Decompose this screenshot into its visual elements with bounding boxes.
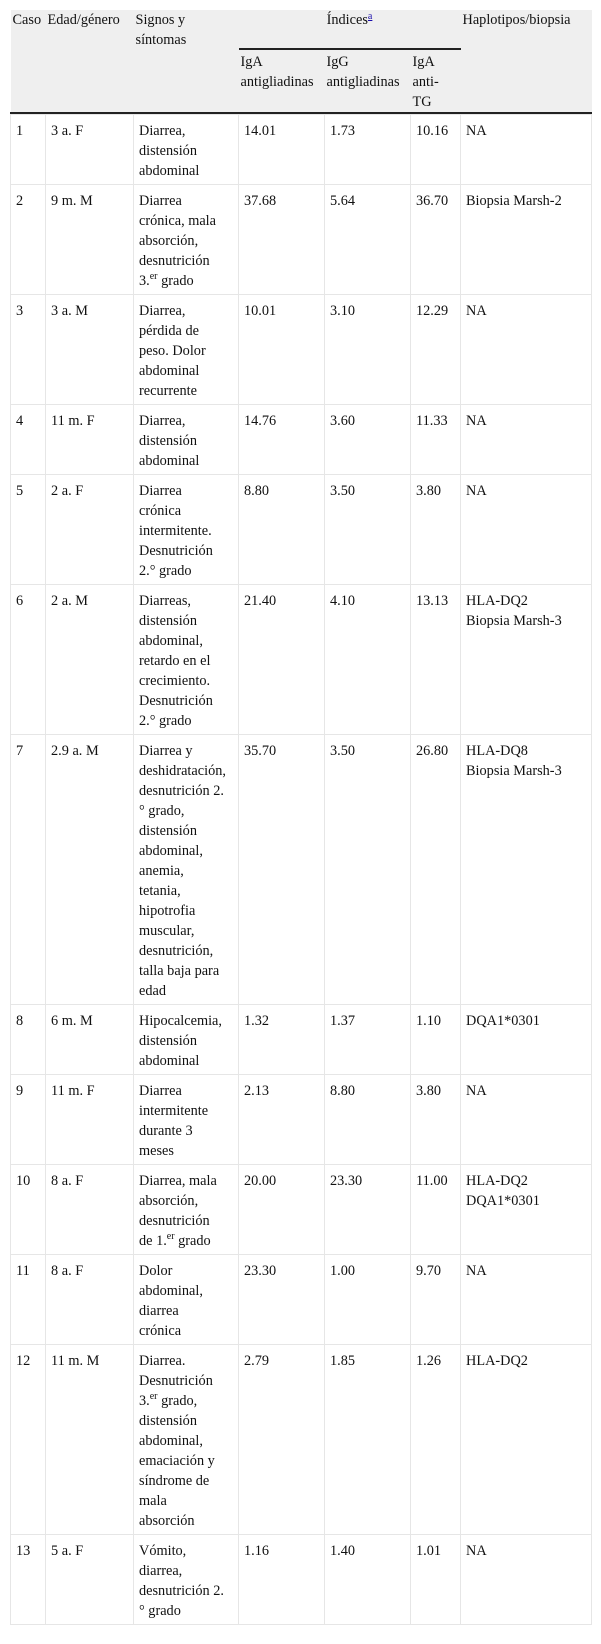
header-signos-line1: Signos y [135,12,186,28]
signos-line: mala [139,1493,167,1509]
cell-igg-antigliadinas: 1.40 [325,1535,411,1625]
signos-line: tetania, [139,883,181,899]
signos-line: pérdida de [139,323,199,339]
signos-line: distensión [139,1413,197,1429]
table-row [11,295,592,405]
cell-iga-antigliadinas: 2.13 [239,1075,325,1165]
signos-line: abdominal [139,1053,200,1069]
signos-line: desnutrición [139,253,210,269]
cell-signos [134,1075,239,1165]
signos-line: Desnutrición [139,693,213,709]
haplotipo-line: HLA-DQ2 [466,593,528,609]
cell-edad-genero: 8 a. F [46,1255,134,1345]
haplotipo-line: DQA1*0301 [466,1013,540,1029]
signos-line: crónica [139,503,182,519]
cell-caso: 6 [11,585,46,735]
haplotipo-line: NA [466,123,487,139]
cell-iga-anti-tg: 10.16 [411,115,461,185]
header-caso: Caso [11,10,46,113]
cell-signos [134,1535,239,1625]
cell-caso: 1 [11,115,46,185]
cell-caso: 13 [11,1535,46,1625]
cell-haplotipos [461,115,592,185]
signos-line: Diarrea y [139,743,193,759]
cell-caso: 2 [11,185,46,295]
table-row [11,1165,592,1255]
header-indices [239,10,461,49]
signos-line: intermitente. [139,523,212,539]
header-tg-line3: TG [412,94,432,110]
haplotipo-line: HLA-DQ8 [466,743,528,759]
signos-line: abdominal [139,163,200,179]
signos-line: Diarrea, [139,303,186,319]
table-row [11,475,592,585]
cell-edad-genero: 3 a. F [46,115,134,185]
header-haplotipos: Haplotipos/biopsia [461,10,592,113]
table-row [11,735,592,1005]
cell-igg-antigliadinas: 1.37 [325,1005,411,1075]
signos-line: ° grado [139,1603,181,1619]
signos-line: síndrome de [139,1473,210,1489]
cell-iga-antigliadinas: 21.40 [239,585,325,735]
cell-iga-antigliadinas: 37.68 [239,185,325,295]
signos-line: distensión [139,1033,197,1049]
signos-line: absorción, [139,233,199,249]
cell-caso: 4 [11,405,46,475]
cell-signos [134,585,239,735]
cell-iga-anti-tg: 26.80 [411,735,461,1005]
cell-haplotipos [461,1535,592,1625]
signos-line: Diarrea. [139,1353,186,1369]
cell-edad-genero: 9 m. M [46,185,134,295]
header-indices-label: Índices [326,12,368,28]
cell-signos [134,735,239,1005]
cell-igg-antigliadinas: 4.10 [325,585,411,735]
haplotipo-line: NA [466,1543,487,1559]
cell-igg-antigliadinas: 8.80 [325,1075,411,1165]
table-row [11,1075,592,1165]
cell-iga-anti-tg: 3.80 [411,1075,461,1165]
table-row [11,185,592,295]
haplotipo-line: NA [466,1263,487,1279]
cell-signos [134,1165,239,1255]
cell-edad-genero: 2 a. M [46,585,134,735]
signos-line: absorción, [139,1193,199,1209]
cell-iga-antigliadinas: 14.76 [239,405,325,475]
haplotipo-line: Biopsia Marsh-3 [466,763,562,779]
signos-line: crónica [139,1323,182,1339]
signos-line: Hipocalcemia, [139,1013,222,1029]
cell-signos [134,295,239,405]
signos-line: deshidratación, [139,763,226,779]
haplotipo-line: NA [466,483,487,499]
cell-edad-genero: 5 a. F [46,1535,134,1625]
cell-iga-anti-tg: 1.10 [411,1005,461,1075]
cell-haplotipos [461,1165,592,1255]
signos-line: abdominal, [139,1283,203,1299]
header-igg-line2: antigliadinas [326,74,400,90]
cell-edad-genero: 6 m. M [46,1005,134,1075]
cell-edad-genero: 11 m. M [46,1345,134,1535]
signos-line: distensión [139,823,197,839]
signos-line: 3.$^{er}$ grado, [139,1391,198,1409]
cell-caso: 3 [11,295,46,405]
cell-signos [134,1345,239,1535]
cell-igg-antigliadinas: 5.64 [325,185,411,295]
cell-iga-antigliadinas: 10.01 [239,295,325,405]
signos-line: 2.° grado [139,713,192,729]
cell-iga-anti-tg: 9.70 [411,1255,461,1345]
cell-haplotipos [461,475,592,585]
signos-line: anemia, [139,863,184,879]
signos-line: Diarrea [139,1083,182,1099]
cell-caso: 12 [11,1345,46,1535]
signos-line: meses [139,1143,174,1159]
signos-line: abdominal, [139,843,203,859]
cell-iga-anti-tg: 13.13 [411,585,461,735]
cell-signos [134,115,239,185]
signos-line: hipotrofia [139,903,196,919]
cell-igg-antigliadinas: 1.73 [325,115,411,185]
cell-iga-anti-tg: 36.70 [411,185,461,295]
table-row [11,1345,592,1535]
cell-haplotipos [461,735,592,1005]
table-row [11,405,592,475]
cell-caso: 8 [11,1005,46,1075]
signos-line: diarrea [139,1303,179,1319]
signos-line: desnutrición 2. [139,1583,224,1599]
cell-haplotipos [461,1255,592,1345]
cell-haplotipos [461,585,592,735]
haplotipo-line: HLA-DQ2 [466,1173,528,1189]
cell-signos [134,475,239,585]
cell-edad-genero: 2.9 a. M [46,735,134,1005]
haplotipo-line: NA [466,413,487,429]
cell-edad-genero: 11 m. F [46,405,134,475]
cell-caso: 9 [11,1075,46,1165]
header-iga-line1: IgA [240,54,263,70]
signos-line: Desnutrición [139,1373,213,1389]
signos-line: 2.° grado [139,563,192,579]
header-iga-line2: antigliadinas [240,74,314,90]
header-igg-antigliadinas [325,49,411,113]
signos-line: retardo en el [139,653,211,669]
table-row [11,115,592,185]
signos-line: abdominal [139,363,200,379]
cell-iga-anti-tg: 11.00 [411,1165,461,1255]
cell-iga-anti-tg: 1.01 [411,1535,461,1625]
cell-caso: 11 [11,1255,46,1345]
table-row [11,1005,592,1075]
signos-line: absorción [139,1513,195,1529]
table-row [11,1535,592,1625]
signos-line: de 1.$^{er}$ grado [139,1231,211,1249]
haplotipo-line: NA [466,303,487,319]
signos-line: crónica, mala [139,213,216,229]
signos-line: desnutrición, [139,943,214,959]
haplotipo-line: HLA-DQ2 [466,1353,528,1369]
header-igg-line1: IgG [326,54,349,70]
clinical-table [10,10,592,1625]
haplotipo-line: DQA1*0301 [466,1193,540,1209]
cell-edad-genero: 8 a. F [46,1165,134,1255]
cell-iga-antigliadinas: 14.01 [239,115,325,185]
signos-line: ° grado, [139,803,185,819]
cell-signos [134,405,239,475]
cell-signos [134,1005,239,1075]
cell-caso: 7 [11,735,46,1005]
cell-haplotipos [461,1075,592,1165]
cell-signos [134,185,239,295]
signos-line: desnutrición 2. [139,783,224,799]
signos-line: distensión [139,143,197,159]
signos-line: crecimiento. [139,673,211,689]
header-iga-antigliadinas [239,49,325,113]
cell-igg-antigliadinas: 23.30 [325,1165,411,1255]
signos-line: muscular, [139,923,195,939]
cell-edad-genero: 2 a. F [46,475,134,585]
cell-iga-anti-tg: 12.29 [411,295,461,405]
signos-line: talla baja para [139,963,220,979]
signos-line: edad [139,983,166,999]
header-tg-line2: anti- [412,74,439,90]
signos-line: Diarreas, [139,593,191,609]
cell-iga-anti-tg: 1.26 [411,1345,461,1535]
signos-line: Dolor [139,1263,173,1279]
signos-line: intermitente [139,1103,209,1119]
header-tg-line1: IgA [412,54,435,70]
signos-line: 3.$^{er}$ grado [139,271,194,289]
signos-line: Diarrea, [139,123,186,139]
cell-igg-antigliadinas: 3.50 [325,475,411,585]
haplotipo-line: Biopsia Marsh-3 [466,613,562,629]
cell-iga-antigliadinas: 23.30 [239,1255,325,1345]
haplotipo-line: Biopsia Marsh-2 [466,193,562,209]
header-iga-anti-tg [411,49,461,113]
cell-iga-antigliadinas: 20.00 [239,1165,325,1255]
table-row [11,1255,592,1345]
header-signos-line2: síntomas [135,32,187,48]
cell-haplotipos [461,185,592,295]
footnote-ref-link[interactable]: a [367,11,373,22]
signos-line: Diarrea [139,193,182,209]
cell-iga-antigliadinas: 1.16 [239,1535,325,1625]
signos-line: Diarrea [139,483,182,499]
signos-line: distensión [139,433,197,449]
header-edad-genero: Edad/género [46,10,134,113]
cell-igg-antigliadinas: 1.00 [325,1255,411,1345]
signos-line: distensión [139,613,197,629]
cell-edad-genero: 3 a. M [46,295,134,405]
signos-line: Diarrea, [139,413,186,429]
signos-line: Desnutrición [139,543,213,559]
cell-haplotipos [461,1345,592,1535]
signos-line: abdominal, [139,633,203,649]
signos-line: Diarrea, mala [139,1173,217,1189]
cell-iga-antigliadinas: 1.32 [239,1005,325,1075]
signos-line: abdominal [139,453,200,469]
cell-iga-antigliadinas: 8.80 [239,475,325,585]
cell-caso: 5 [11,475,46,585]
signos-line: Vómito, [139,1543,187,1559]
cell-haplotipos [461,295,592,405]
cell-iga-anti-tg: 11.33 [411,405,461,475]
cell-igg-antigliadinas: 1.85 [325,1345,411,1535]
cell-igg-antigliadinas: 3.10 [325,295,411,405]
cell-haplotipos [461,405,592,475]
signos-line: abdominal, [139,1433,203,1449]
cell-igg-antigliadinas: 3.60 [325,405,411,475]
header-signos [134,10,239,113]
table-body [11,113,592,1625]
haplotipo-line: NA [466,1083,487,1099]
cell-iga-antigliadinas: 35.70 [239,735,325,1005]
signos-line: emaciación y [139,1453,215,1469]
signos-line: peso. Dolor [139,343,206,359]
signos-line: durante 3 [139,1123,193,1139]
cell-igg-antigliadinas: 3.50 [325,735,411,1005]
signos-line: desnutrición [139,1213,210,1229]
cell-iga-anti-tg: 3.80 [411,475,461,585]
table-header [11,10,592,113]
table-row [11,585,592,735]
cell-haplotipos [461,1005,592,1075]
signos-line: diarrea, [139,1563,183,1579]
cell-edad-genero: 11 m. F [46,1075,134,1165]
cell-iga-antigliadinas: 2.79 [239,1345,325,1535]
cell-signos [134,1255,239,1345]
signos-line: recurrente [139,383,197,399]
cell-caso: 10 [11,1165,46,1255]
